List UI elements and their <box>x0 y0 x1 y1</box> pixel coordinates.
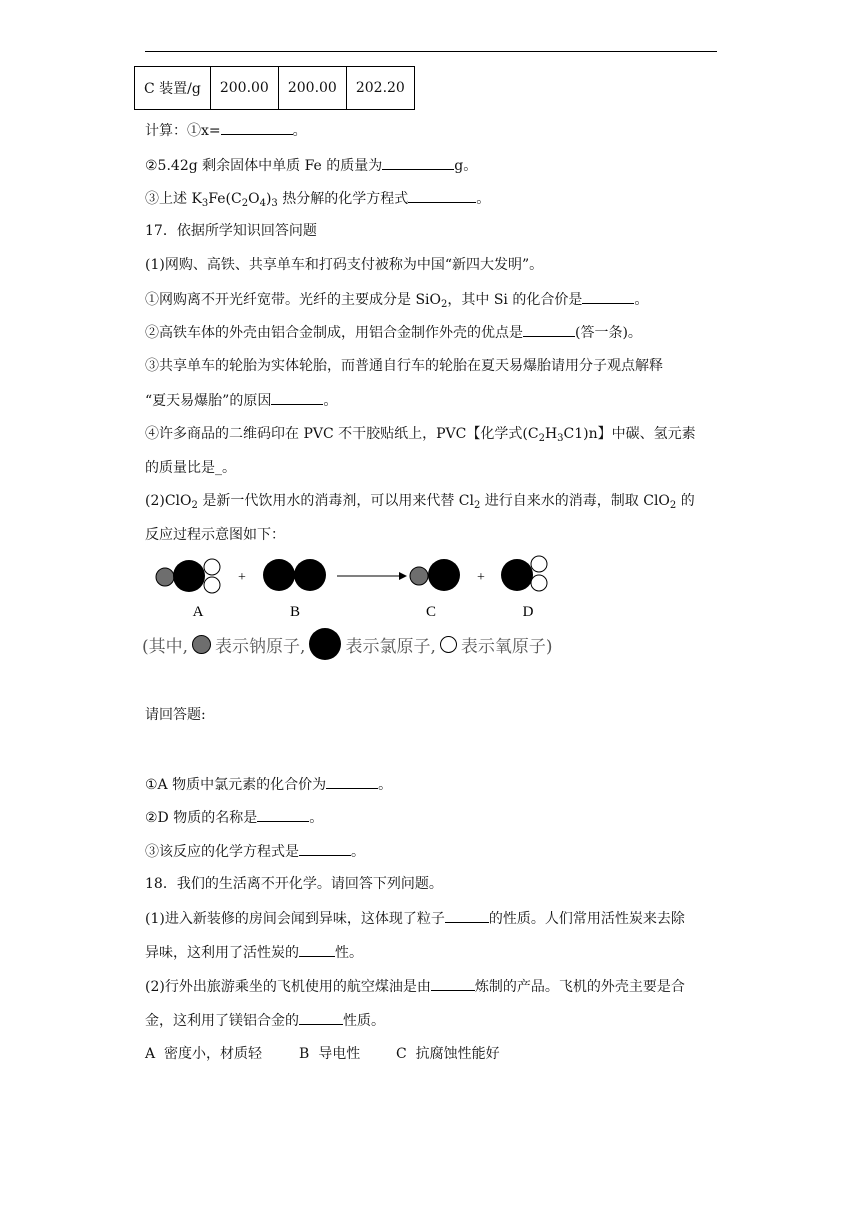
label-d: D <box>522 604 534 620</box>
data-table <box>134 66 415 110</box>
legend-open: (其中, <box>142 636 189 657</box>
text: ①网购离不开光纤宽带。光纤的主要成分是 SiO <box>145 292 441 308</box>
q17-item-2 <box>145 322 642 343</box>
subscript: 2 <box>191 500 198 511</box>
answer-blank[interactable] <box>382 155 454 170</box>
answer-blank[interactable] <box>299 841 351 856</box>
chlorine-atom <box>263 559 295 591</box>
option-a: A 密度小，材质轻 <box>145 1046 263 1062</box>
subscript: 2 <box>669 500 677 511</box>
text: 性。 <box>335 945 363 961</box>
text: ③该反应的化学方程式是 <box>145 844 299 860</box>
text: ②高铁车体的外壳由铝合金制成，用铝合金制作外壳的优点是 <box>145 325 523 341</box>
answer-blank[interactable] <box>326 774 378 789</box>
text: Fe(C <box>208 191 242 207</box>
subscript: 4 <box>259 198 266 209</box>
table-cell: 202.20 <box>346 67 414 110</box>
q17-ask: 请回答题: <box>145 707 206 723</box>
label-a: A <box>192 604 204 620</box>
text: O <box>248 191 260 207</box>
text: C1)n】中碳、氢元素 <box>563 426 696 442</box>
answer-blank[interactable] <box>257 807 309 822</box>
label-b: B <box>289 604 301 620</box>
end-mark: 。 <box>634 292 649 308</box>
q16-calc-1 <box>145 120 307 141</box>
label-c: C <box>425 604 437 620</box>
text: ④许多商品的二维码印在 PVC 不干胶贴纸上，PVC【化学式(C <box>145 426 539 442</box>
text: ③上述 K <box>145 191 202 207</box>
molecule-c <box>410 559 460 591</box>
subscript: 3 <box>271 198 278 209</box>
legend-chlorine-text: 表示氯原子, <box>345 636 436 657</box>
answer-blank[interactable] <box>221 120 293 135</box>
end-mark: 。 <box>323 393 338 409</box>
molecule-d <box>501 556 547 591</box>
chlorine-atom <box>173 560 205 592</box>
chlorine-atom <box>428 559 460 591</box>
sodium-atom <box>156 568 174 586</box>
header-rule <box>145 51 717 52</box>
q17-answer-1 <box>145 774 392 795</box>
q16-item-2-text: ②5.42g 剩余固体中单质 Fe 的质量为 <box>145 158 383 174</box>
q16-item-2-unit: g。 <box>454 158 478 174</box>
end-mark: 。 <box>351 844 365 860</box>
table-row <box>135 67 415 110</box>
answer-blank[interactable] <box>582 289 634 304</box>
q16-calc-1-text: 计算：①x= <box>145 123 221 139</box>
text: ) <box>265 191 272 207</box>
q17-part-2-line-2: 反应过程示意图如下： <box>145 527 285 543</box>
text: (2)ClO <box>145 493 192 509</box>
option-c: C 抗腐蚀性能好 <box>396 1046 500 1062</box>
q18-part-2-line-1 <box>145 976 685 997</box>
diagram-legend <box>142 628 553 660</box>
subscript: 3 <box>557 433 564 444</box>
end-mark: 。 <box>309 810 324 826</box>
q17-title: 17．依据所学知识回答问题 <box>145 223 317 239</box>
end-mark: 。 <box>476 191 491 207</box>
q17-item-4-line-2: 的质量比是_。 <box>145 460 236 476</box>
text: H <box>544 426 558 442</box>
text: ①A 物质中氯元素的化合价为 <box>145 777 327 793</box>
oxygen-legend-icon <box>440 636 457 653</box>
text: ②D 物质的名称是 <box>145 810 258 826</box>
subscript: 2 <box>441 299 448 310</box>
text: 异味，这利用了活性炭的 <box>145 945 299 961</box>
oxygen-atom <box>204 559 220 575</box>
oxygen-atom <box>531 556 547 572</box>
q18-part-2-line-2 <box>145 1010 385 1031</box>
answer-blank[interactable] <box>271 390 323 405</box>
molecule-b <box>263 559 326 591</box>
legend-sodium-text: 表示钠原子, <box>215 636 306 657</box>
sodium-atom <box>410 567 428 585</box>
answer-blank[interactable] <box>431 976 475 991</box>
table-cell: 200.00 <box>278 67 346 110</box>
text: (2)行外出旅游乘坐的飞机使用的航空煤油是由 <box>145 979 431 995</box>
answer-blank[interactable] <box>523 322 575 337</box>
chlorine-atom <box>501 559 533 591</box>
q16-item-3 <box>145 188 490 209</box>
reaction-diagram <box>150 552 570 622</box>
chlorine-legend-icon <box>309 628 341 660</box>
q18-title: 18．我们的生活离不开化学。请回答下列问题。 <box>145 876 443 892</box>
oxygen-atom <box>531 575 547 591</box>
end-mark: 。 <box>378 777 393 793</box>
chlorine-atom <box>294 559 326 591</box>
text: 性质。 <box>343 1013 385 1029</box>
answer-blank[interactable] <box>299 942 335 957</box>
text: 的 <box>676 493 695 509</box>
text: 是新一代饮用水的消毒剂，可以用来代替 Cl <box>197 493 474 509</box>
text: 炼制的产品。飞机的外壳主要是合 <box>474 979 685 995</box>
text: 进行自来水的消毒，制取 ClO <box>480 493 670 509</box>
table-cell: 200.00 <box>210 67 278 110</box>
sodium-legend-icon <box>192 635 211 654</box>
subscript: 2 <box>241 198 249 209</box>
plus-sign: + <box>238 570 246 585</box>
plus-sign: + <box>477 570 485 585</box>
text: 金，这利用了镁铝合金的 <box>145 1013 299 1029</box>
legend-oxygen-text: 表示氧原子) <box>460 636 553 657</box>
table-row-label: C 装置/g <box>135 67 211 110</box>
text: (1)进入新装修的房间会闻到异味，这体现了粒子 <box>145 911 445 927</box>
q17-item-1 <box>145 289 648 310</box>
text: (答一条)。 <box>575 325 642 341</box>
q17-part-1: (1)网购、高铁、共享单车和打码支付被称为中国“新四大发明”。 <box>145 257 544 273</box>
text: ，其中 Si 的化合价是 <box>447 292 583 308</box>
end-mark: 。 <box>292 123 307 139</box>
option-b: B 导电性 <box>299 1046 361 1062</box>
reaction-arrow <box>337 572 407 580</box>
q18-options <box>145 1044 500 1064</box>
q18-part-1-line-2 <box>145 942 363 963</box>
q17-part-2-line-1 <box>145 491 695 511</box>
answer-blank[interactable] <box>299 1010 343 1025</box>
text: 的性质。人们常用活性炭来去除 <box>488 911 685 927</box>
answer-blank[interactable] <box>408 188 476 203</box>
q18-part-1-line-1 <box>145 908 685 929</box>
subscript: 2 <box>473 500 481 511</box>
q17-item-3-line-2 <box>145 390 337 411</box>
subscript: 3 <box>201 198 209 209</box>
answer-blank[interactable] <box>445 908 489 923</box>
oxygen-atom <box>204 577 220 593</box>
molecule-a <box>156 559 220 593</box>
text: 热分解的化学方程式 <box>277 191 409 207</box>
q17-item-3-line-1: ③共享单车的轮胎为实体轮胎，而普通自行车的轮胎在夏天易爆胎请用分子观点解释 <box>145 358 663 374</box>
q17-answer-2 <box>145 807 323 828</box>
q17-item-4-line-1 <box>145 424 696 444</box>
q16-item-2 <box>145 155 477 176</box>
text: “夏天易爆胎”的原因 <box>145 393 272 409</box>
subscript: 2 <box>538 433 545 444</box>
q17-answer-3 <box>145 841 365 862</box>
